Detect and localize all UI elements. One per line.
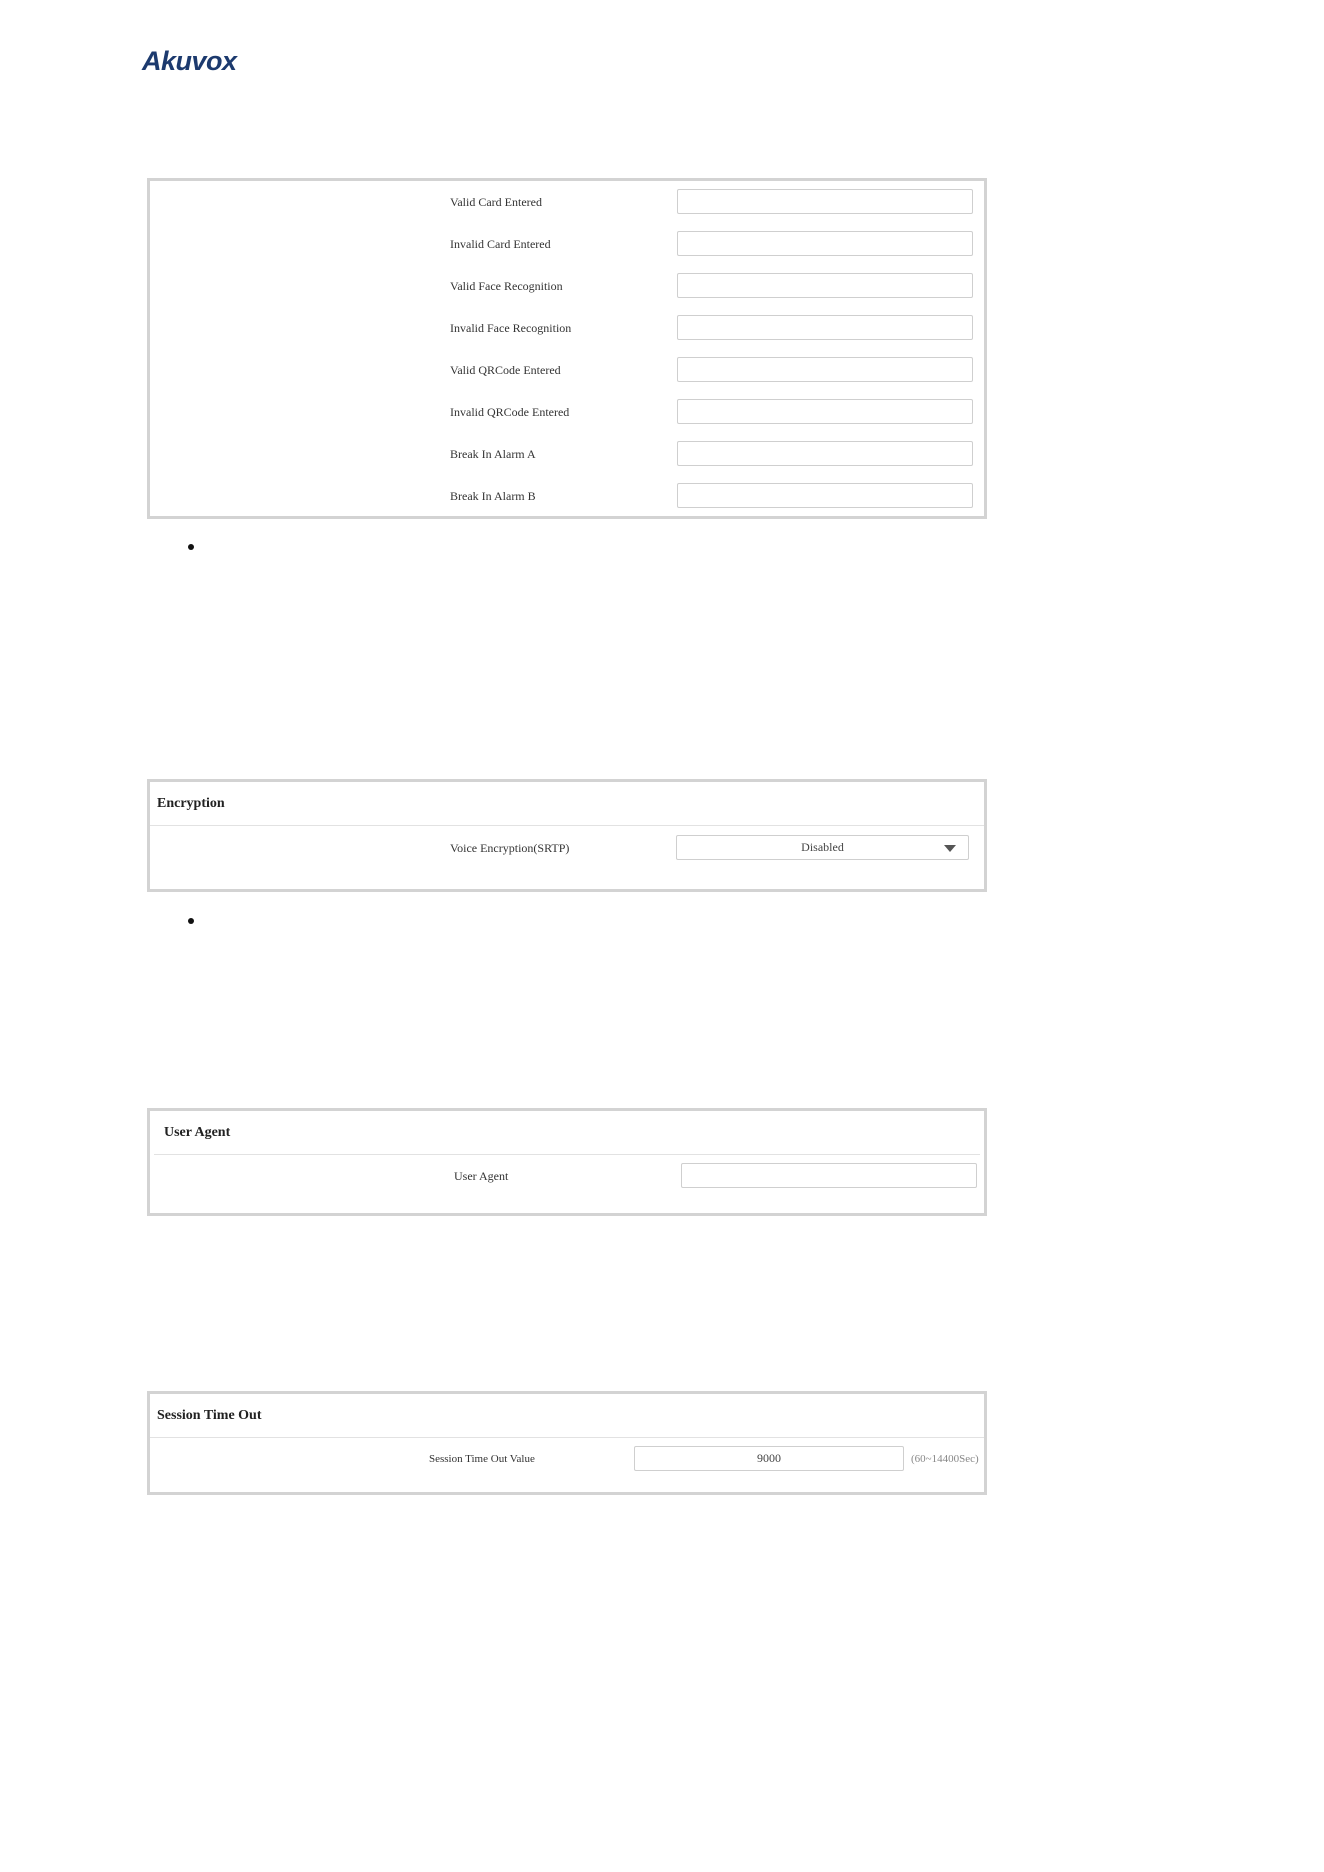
chevron-down-icon <box>944 845 956 852</box>
input-invalid-qrcode-entered[interactable] <box>677 399 973 424</box>
user-agent-panel <box>147 1108 987 1216</box>
row-invalid-card-entered <box>150 223 984 265</box>
session-timeout-title: Session Time Out <box>150 1394 984 1438</box>
label-invalid-card-entered: Invalid Card Entered <box>450 237 551 251</box>
label-voice-encryption: Voice Encryption(SRTP) <box>450 841 570 855</box>
encryption-title: Encryption <box>150 782 984 826</box>
row-break-in-alarm-b <box>150 475 984 517</box>
input-valid-qrcode-entered[interactable] <box>677 357 973 382</box>
label-invalid-qrcode-entered: Invalid QRCode Entered <box>450 405 570 419</box>
row-break-in-alarm-a <box>150 433 984 475</box>
row-user-agent <box>150 1155 984 1197</box>
input-invalid-face-recognition[interactable] <box>677 315 973 340</box>
voice-encryption-select[interactable] <box>676 835 969 860</box>
row-invalid-face-recognition <box>150 307 984 349</box>
label-break-in-alarm-b: Break In Alarm B <box>450 489 536 503</box>
row-session-timeout <box>150 1438 984 1480</box>
user-agent-input[interactable] <box>681 1163 977 1188</box>
bullet-1 <box>188 544 194 550</box>
input-break-in-alarm-a[interactable] <box>677 441 973 466</box>
row-valid-face-recognition <box>150 265 984 307</box>
session-timeout-input[interactable]: 9000 <box>634 1446 904 1471</box>
voice-encryption-selected: Disabled <box>801 840 844 854</box>
row-invalid-qrcode-entered <box>150 391 984 433</box>
session-timeout-panel <box>147 1391 987 1495</box>
session-timeout-range-hint: (60~14400Sec) <box>911 1453 979 1465</box>
label-user-agent: User Agent <box>454 1169 509 1183</box>
akuvox-logo: Akuvox <box>142 46 237 76</box>
row-voice-encryption <box>150 827 984 869</box>
row-valid-qrcode-entered <box>150 349 984 391</box>
label-valid-qrcode-entered: Valid QRCode Entered <box>450 363 561 377</box>
encryption-panel <box>147 779 987 892</box>
label-valid-face-recognition: Valid Face Recognition <box>450 279 563 293</box>
bullet-2 <box>188 918 194 924</box>
input-invalid-card-entered[interactable] <box>677 231 973 256</box>
input-valid-card-entered[interactable] <box>677 189 973 214</box>
label-invalid-face-recognition: Invalid Face Recognition <box>450 321 572 335</box>
label-valid-card-entered: Valid Card Entered <box>450 195 542 209</box>
row-valid-card-entered <box>150 181 984 223</box>
input-valid-face-recognition[interactable] <box>677 273 973 298</box>
user-agent-title: User Agent <box>154 1111 980 1155</box>
action-settings-panel <box>147 178 987 519</box>
label-break-in-alarm-a: Break In Alarm A <box>450 447 536 461</box>
label-session-timeout: Session Time Out Value <box>429 1453 535 1465</box>
input-break-in-alarm-b[interactable] <box>677 483 973 508</box>
